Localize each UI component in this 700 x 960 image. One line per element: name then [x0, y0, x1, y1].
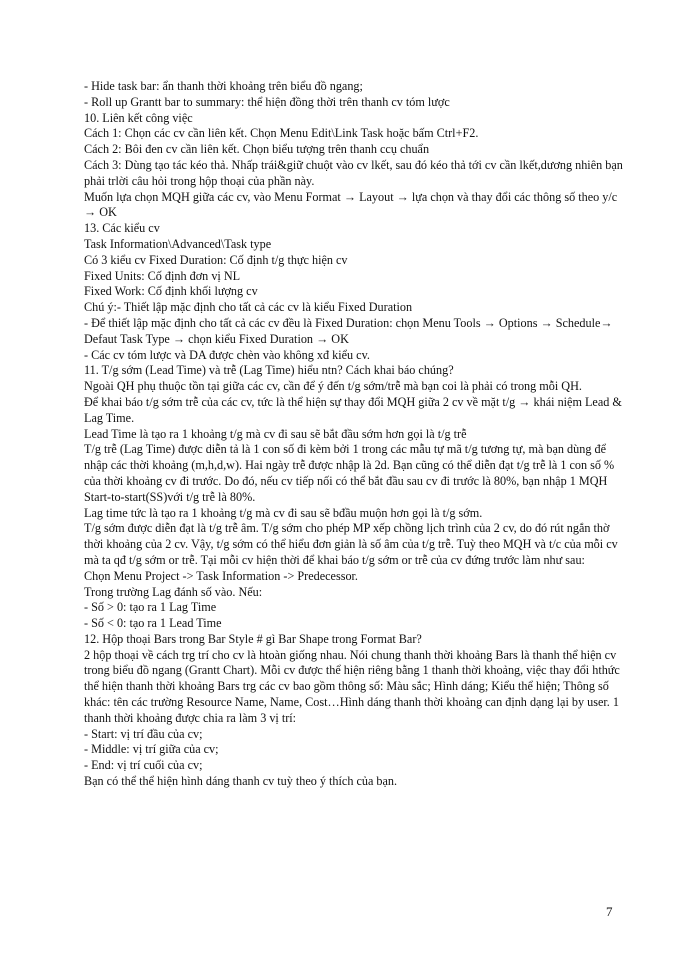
text-line: Ngoài QH phụ thuộc tồn tại giữa các cv, cần để ý đến t/g sớm/trễ mà bạn coi là phải có trong mỗi QH.	[84, 379, 582, 394]
text-line: Lag time tức là tạo ra 1 khoảng t/g mà cv đi sau sẽ bđầu muộn hơn gọi là t/g sớm.	[84, 505, 483, 520]
text-line: - Các cv tóm lược và DA được chèn vào không xđ kiểu cv.	[84, 347, 370, 362]
page-content	[84, 79, 624, 790]
text-line: - Start: vị trí đầu của cv;	[84, 726, 203, 741]
text-line: Fixed Units: Cố định đơn vị NL	[84, 268, 241, 283]
text-line: Cách 1: Chọn các cv cần liên kết. Chọn Menu Edit\Link Task hoặc bấm Ctrl+F2.	[84, 126, 479, 141]
text-line: Task Information\Advanced\Task type	[84, 236, 272, 251]
text-line: Bạn có thể thể hiện hình dáng thanh cv tuỳ theo ý thích của bạn.	[84, 774, 398, 789]
text-line: - End: vị trí cuối của cv;	[84, 758, 203, 773]
text-line: Cách 3: Dùng tạo tác kéo thả. Nhấp trái&giữ chuột vào cv lkết, sau đó kéo thả tới cv cần lkết,dương nhiên bạn phải trlời câu hỏi trong hộp thoại của phần này.	[84, 157, 623, 188]
text-line: - Số < 0: tạo ra 1 Lead Time	[84, 616, 222, 631]
text-line: 2 hộp thoại về cách trg trí cho cv là htoàn giống nhau. Nói chung thanh thời khoảng Bars là thanh thể hiện cv trong biểu đồ ngang (Grantt Chart). Mỗi cv được thể hiện riêng bằng 1 thanh thời khoảng, việc thay đổi hthức thể hiện thanh thời khoảng Bars trg các cv bao gồm thông số: Màu sắc; Hình dáng; Kiểu thể hiện; Thông số khác: tên các trường Resource Name, Name, Cost…Hình dáng thanh thời khoảng can định dạng lại by user. 1 thanh thời khoảng được chia ra làm 3 vị trí:	[84, 647, 620, 725]
section-heading: 10. Liên kết công việc	[84, 110, 193, 125]
text-line: Trong trường Lag đánh số vào. Nếu:	[84, 584, 263, 599]
text-line: Chú ý:- Thiết lập mặc định cho tất cả các cv là kiểu Fixed Duration	[84, 300, 413, 315]
section-heading: 13. Các kiểu cv	[84, 221, 160, 236]
text-line: Có 3 kiểu cv Fixed Duration: Cố định t/g thực hiện cv	[84, 252, 348, 267]
text-line: Muốn lựa chọn MQH giữa các cv, vào Menu Format → Layout → lựa chọn và thay đổi các thông số theo y/c → OK	[84, 189, 618, 220]
page-number: 7	[606, 904, 613, 919]
text-line: Lead Time là tạo ra 1 khoảng t/g mà cv đi sau sẽ bắt đầu sớm hơn gọi là t/g trễ	[84, 426, 467, 441]
text-line: Để khai báo t/g sớm trễ của các cv, tức là thể hiện sự thay đổi MQH giữa 2 cv về mặt t/g → khái niệm Lead & Lag Time.	[84, 394, 622, 425]
text-line: - Để thiết lập mặc định cho tất cả các cv đều là Fixed Duration: chọn Menu Tools → Options → Schedule→ Defaut Task Type → chọn kiểu Fixed Duration → OK	[84, 315, 613, 346]
text-line: T/g sớm được diễn đạt là t/g trễ âm. T/g sớm cho phép MP xếp chồng lịch trình của 2 cv, do đó rút ngắn thờ thời khoảng của 2 cv. Vậy, t/g sớm có thể hiểu đơn giản là số âm của t/g trễ. Tuỳ theo MQH và t/c của mỗi cv mà ta qđ t/g sớm or trễ. Tại mỗi cv hiện thời để khai báo t/g sớm or trễ của cv đứng trước làm như sau:	[84, 521, 618, 567]
text-line: Cách 2: Bôi đen cv cần liên kết. Chọn biểu tượng trên thanh ccụ chuẩn	[84, 142, 430, 157]
section-heading: 12. Hộp thoại Bars trong Bar Style # gì Bar Shape trong Format Bar?	[84, 631, 422, 646]
text-line: - Middle: vị trí giữa của cv;	[84, 742, 219, 757]
text-line: T/g trễ (Lag Time) được diễn tả là 1 con số đi kèm bởi 1 trong các mẫu tự mã t/g tương tự, mà bạn dùng để nhập các thời khoảng (m,h,d,w). Hai ngày trễ được nhập là 2d. Bạn cũng có thể diễn đạt t/g trễ là 1 con số % của thời khoảng cv đi trước. Do đó, nếu cv tiếp nối có thể bắt đầu sau cv đi trước là 80%, bạn nhập 1 MQH Start-to-start(SS)với t/g trễ là 80%.	[84, 442, 615, 504]
text-line: - Hide task bar: ẩn thanh thời khoảng trên biểu đồ ngang;	[84, 79, 363, 93]
text-line: Chọn Menu Project -> Task Information -> Predecessor.	[84, 568, 358, 583]
text-line: Fixed Work: Cố định khối lượng cv	[84, 284, 258, 299]
section-heading: 11. T/g sớm (Lead Time) và trễ (Lag Time) hiểu ntn? Cách khai báo chúng?	[84, 363, 454, 378]
text-line: - Roll up Grantt bar to summary: thể hiện đồng thời trên thanh cv tóm lược	[84, 94, 450, 109]
text-line: - Số > 0: tạo ra 1 Lag Time	[84, 600, 217, 615]
